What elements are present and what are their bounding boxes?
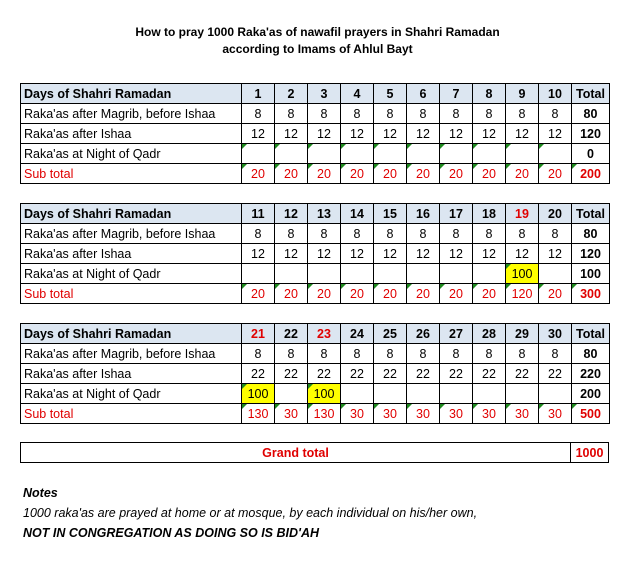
day-header: 6: [407, 84, 440, 104]
table-cell: 12: [539, 124, 572, 144]
table-cell: 8: [440, 104, 473, 124]
row-total: 200: [572, 384, 610, 404]
row-label: Raka'as after Magrib, before Ishaa: [21, 224, 242, 244]
table-cell: 20: [407, 284, 440, 304]
day-header: 28: [473, 324, 506, 344]
table-cell: 22: [407, 364, 440, 384]
day-header: 8: [473, 84, 506, 104]
table-cell: 20: [473, 164, 506, 184]
table-cell: 30: [473, 404, 506, 424]
table-cell: 20: [242, 164, 275, 184]
header-label: Days of Shahri Ramadan: [21, 324, 242, 344]
row-total: 80: [572, 344, 610, 364]
table-cell: [473, 144, 506, 164]
table-cell: 12: [275, 244, 308, 264]
table-cell: 12: [242, 244, 275, 264]
table-cell: [539, 384, 572, 404]
row-label: Raka'as after Ishaa: [21, 124, 242, 144]
grand-total-table: [20, 442, 609, 463]
row-total: 200: [572, 164, 610, 184]
table-cell: [473, 384, 506, 404]
day-header: 2: [275, 84, 308, 104]
table-cell: 12: [506, 244, 539, 264]
table-cell: 8: [407, 224, 440, 244]
table-cell: 8: [539, 224, 572, 244]
table-cell: 8: [275, 344, 308, 364]
table-cell: [407, 144, 440, 164]
table-cell: 20: [506, 164, 539, 184]
table-row: [21, 124, 610, 144]
total-header: Total: [572, 324, 610, 344]
day-header: 26: [407, 324, 440, 344]
table-cell: 8: [374, 344, 407, 364]
table-cell: 8: [341, 224, 374, 244]
row-label: Raka'as at Night of Qadr: [21, 144, 242, 164]
table-cell: [341, 144, 374, 164]
table-cell: 30: [341, 404, 374, 424]
table-cell: [341, 264, 374, 284]
subtotal-row: [21, 284, 610, 304]
table-cell: [539, 264, 572, 284]
table-cell: 22: [440, 364, 473, 384]
table-cell: 12: [242, 124, 275, 144]
table-cell: 12: [473, 124, 506, 144]
table-cell: [275, 264, 308, 284]
table-cell: 8: [506, 344, 539, 364]
table-cell: 130: [242, 404, 275, 424]
table-cell: 22: [341, 364, 374, 384]
table-cell: 8: [308, 104, 341, 124]
day-header: 25: [374, 324, 407, 344]
row-label: Raka'as after Ishaa: [21, 364, 242, 384]
subtotal-row: [21, 404, 610, 424]
table-cell: 12: [308, 244, 341, 264]
table-cell: 12: [407, 244, 440, 264]
table-cell: 8: [506, 224, 539, 244]
table-cell: 20: [308, 284, 341, 304]
table-row: [21, 244, 610, 264]
days-11-20-table: [20, 203, 610, 304]
day-header: 15: [374, 204, 407, 224]
row-total: 120: [572, 244, 610, 264]
table-cell: [275, 144, 308, 164]
day-header: 29: [506, 324, 539, 344]
day-header: 12: [275, 204, 308, 224]
total-header: Total: [572, 84, 610, 104]
table-cell: [275, 384, 308, 404]
page-title-line2: according to Imams of Ahlul Bayt: [222, 42, 413, 56]
row-total: 220: [572, 364, 610, 384]
row-label: Raka'as after Magrib, before Ishaa: [21, 344, 242, 364]
table-cell: 12: [341, 244, 374, 264]
table-cell: 8: [242, 104, 275, 124]
table-cell: [308, 264, 341, 284]
table-cell: 20: [341, 284, 374, 304]
table-cell: [341, 384, 374, 404]
table-cell: 8: [275, 104, 308, 124]
day-header: 4: [341, 84, 374, 104]
table-header-row: [21, 324, 610, 344]
table-cell: [440, 144, 473, 164]
table-cell: 12: [473, 244, 506, 264]
table-cell: 22: [242, 364, 275, 384]
day-header-qadr: 19: [506, 204, 539, 224]
table-cell: 12: [440, 244, 473, 264]
row-total: 80: [572, 224, 610, 244]
table-cell: 12: [275, 124, 308, 144]
table-cell: 20: [242, 284, 275, 304]
table-cell: [374, 264, 407, 284]
table-cell: 22: [539, 364, 572, 384]
grand-total-label: Grand total: [21, 443, 571, 463]
page-title-line1: How to pray 1000 Raka'as of nawafil prayers in Shahri Ramadan: [135, 25, 500, 39]
table-cell: [506, 144, 539, 164]
grand-total-row: [21, 443, 609, 463]
table-cell: 12: [440, 124, 473, 144]
day-header-qadr: 21: [242, 324, 275, 344]
day-header: 5: [374, 84, 407, 104]
table-cell: 12: [374, 124, 407, 144]
table-cell: 8: [440, 344, 473, 364]
row-label: Sub total: [21, 164, 242, 184]
table-cell: 22: [473, 364, 506, 384]
table-cell: 22: [275, 364, 308, 384]
table-cell: [506, 384, 539, 404]
day-header: 13: [308, 204, 341, 224]
table-cell: 20: [308, 164, 341, 184]
table-cell: 8: [341, 344, 374, 364]
table-cell: 8: [407, 104, 440, 124]
table-cell: 30: [275, 404, 308, 424]
table-cell: 8: [308, 224, 341, 244]
row-total: 80: [572, 104, 610, 124]
row-label: Sub total: [21, 284, 242, 304]
table-cell: 8: [341, 104, 374, 124]
table-row: [21, 364, 610, 384]
table-cell: 130: [308, 404, 341, 424]
table-cell: [407, 384, 440, 404]
row-label: Sub total: [21, 404, 242, 424]
notes-heading: Notes: [23, 486, 58, 500]
table-cell: 8: [539, 344, 572, 364]
row-label: Raka'as after Ishaa: [21, 244, 242, 264]
day-header: 30: [539, 324, 572, 344]
notes-warning: NOT IN CONGREGATION AS DOING SO IS BID'AH: [23, 526, 320, 540]
qadr-cell-highlighted: 100: [308, 384, 341, 404]
qadr-cell-highlighted: 100: [242, 384, 275, 404]
subtotal-row: [21, 164, 610, 184]
table-cell: 22: [374, 364, 407, 384]
table-cell: 12: [539, 244, 572, 264]
day-header: 10: [539, 84, 572, 104]
table-cell: 8: [440, 224, 473, 244]
table-cell: 8: [407, 344, 440, 364]
day-header: 3: [308, 84, 341, 104]
table-cell: 20: [407, 164, 440, 184]
day-header: 16: [407, 204, 440, 224]
table-cell: 22: [506, 364, 539, 384]
table-cell: 12: [341, 124, 374, 144]
row-total: 500: [572, 404, 610, 424]
row-total: 100: [572, 264, 610, 284]
table-row: [21, 264, 610, 284]
table-cell: 30: [407, 404, 440, 424]
qadr-cell-highlighted: 100: [506, 264, 539, 284]
row-total: 300: [572, 284, 610, 304]
table-row: [21, 384, 610, 404]
day-header: 22: [275, 324, 308, 344]
table-cell: 22: [308, 364, 341, 384]
days-21-30-table: [20, 323, 610, 424]
table-cell: 12: [506, 124, 539, 144]
table-cell: 20: [341, 164, 374, 184]
table-cell: [440, 264, 473, 284]
table-cell: 30: [506, 404, 539, 424]
table-cell: 20: [374, 164, 407, 184]
table-cell: 8: [473, 104, 506, 124]
table-header-row: [21, 204, 610, 224]
table-cell: 20: [440, 284, 473, 304]
table-cell: 20: [539, 284, 572, 304]
day-header: 11: [242, 204, 275, 224]
table-cell: [242, 144, 275, 164]
table-cell: 8: [473, 344, 506, 364]
header-label: Days of Shahri Ramadan: [21, 204, 242, 224]
header-label: Days of Shahri Ramadan: [21, 84, 242, 104]
table-cell: 8: [374, 224, 407, 244]
day-header: 17: [440, 204, 473, 224]
day-header: 20: [539, 204, 572, 224]
day-header: 27: [440, 324, 473, 344]
day-header: 1: [242, 84, 275, 104]
row-label: Raka'as after Magrib, before Ishaa: [21, 104, 242, 124]
table-cell: 8: [242, 344, 275, 364]
table-row: [21, 224, 610, 244]
table-cell: 20: [275, 164, 308, 184]
table-cell: 12: [407, 124, 440, 144]
table-cell: 12: [374, 244, 407, 264]
table-cell: [374, 384, 407, 404]
table-cell: 20: [473, 284, 506, 304]
day-header: 24: [341, 324, 374, 344]
table-cell: [440, 384, 473, 404]
table-cell: [374, 144, 407, 164]
table-row: [21, 344, 610, 364]
table-cell: 20: [539, 164, 572, 184]
table-cell: [407, 264, 440, 284]
table-cell: [308, 144, 341, 164]
row-total: 120: [572, 124, 610, 144]
notes-line: 1000 raka'as are prayed at home or at mosque, by each individual on his/her own,: [23, 506, 478, 520]
table-cell: 20: [275, 284, 308, 304]
table-cell: 8: [275, 224, 308, 244]
table-cell: 8: [506, 104, 539, 124]
table-cell: 30: [539, 404, 572, 424]
table-cell: [539, 144, 572, 164]
table-row: [21, 144, 610, 164]
table-cell: 8: [473, 224, 506, 244]
table-cell: 12: [308, 124, 341, 144]
row-label: Raka'as at Night of Qadr: [21, 384, 242, 404]
day-header: 18: [473, 204, 506, 224]
table-cell: [242, 264, 275, 284]
day-header: 9: [506, 84, 539, 104]
table-row: [21, 104, 610, 124]
table-cell: 8: [539, 104, 572, 124]
row-total: 0: [572, 144, 610, 164]
table-cell: 8: [242, 224, 275, 244]
table-cell: [473, 264, 506, 284]
day-header-qadr: 23: [308, 324, 341, 344]
day-header: 14: [341, 204, 374, 224]
table-cell: 30: [440, 404, 473, 424]
table-cell: 8: [374, 104, 407, 124]
grand-total-value: 1000: [571, 443, 609, 463]
table-header-row: [21, 84, 610, 104]
day-header: 7: [440, 84, 473, 104]
table-cell: 20: [440, 164, 473, 184]
table-cell: 120: [506, 284, 539, 304]
row-label: Raka'as at Night of Qadr: [21, 264, 242, 284]
table-cell: 30: [374, 404, 407, 424]
days-1-10-table: [20, 83, 610, 184]
table-cell: 8: [308, 344, 341, 364]
table-cell: 20: [374, 284, 407, 304]
total-header: Total: [572, 204, 610, 224]
